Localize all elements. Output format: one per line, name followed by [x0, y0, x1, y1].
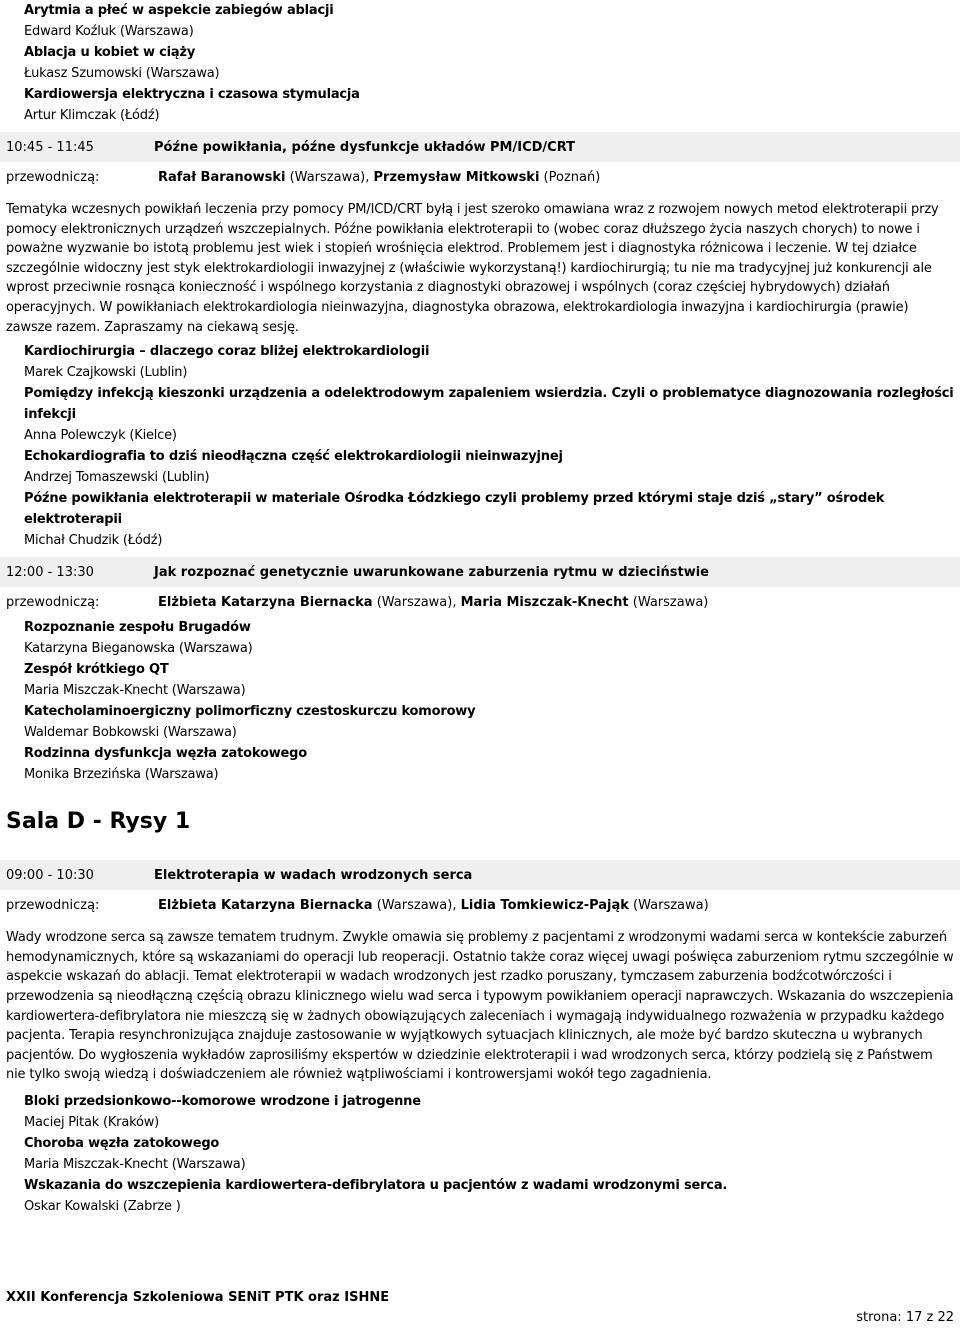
session-header — [0, 557, 960, 587]
talk-title: Choroba węzła zatokowego — [24, 1135, 220, 1151]
chair-name: Maria Miszczak-Knecht — [460, 594, 629, 610]
talk-author: Oskar Kowalski (Zabrze ) — [24, 1198, 181, 1214]
session-time: 09:00 - 10:30 — [6, 867, 94, 883]
talk-author: Waldemar Bobkowski (Warszawa) — [24, 725, 237, 741]
talk-author: Monika Brzezińska (Warszawa) — [24, 767, 219, 783]
chair-name: Elżbieta Katarzyna Biernacka — [158, 897, 373, 913]
session-description: Tematyka wczesnych powikłań leczenia przy pomocy PM/ICD/CRT byłą i jest szeroko omawiana wraz z rozwojem nowych metod elektroterapii przy pomocy elektronicznych urządzeń wszczepialnych. Późne powikłania elektroterapii to (wobec coraz dłuższego życia naszych chorych) to nowe i poważne wyzwanie bo istotą problemu jest wiek i stopień wrośnięcia elektrod. Problemem jest i diagnostyka różnicowa i leczenie. W tej działce szczególnie widoczny jest styk elektrokardiologii inwazyjnej z (właściwie wykorzystaną!) kardiochirurgią; tu nie ma tradycyjnej już konkurencji ale wprost przeciwnie rosnąca konieczność i wspólnego korzystania z diagnostyki obrazowej i wspólnych (coraz częściej hybrydowych) działań operacyjnych. W powikłaniach elektrokardiologia nieinwazyjna, diagnostyka obrazowa, elektrokardiologia inwazyjna i kardiochirurgia (prawie) zawsze razem. Zapraszamy na ciekawą sesję. — [6, 202, 939, 335]
session-time: 12:00 - 13:30 — [6, 564, 94, 580]
chair-name: Lidia Tomkiewicz-Pająk — [460, 897, 629, 913]
talk-title: Ablacja u kobiet w ciąży — [24, 45, 196, 60]
talk-title: Bloki przedsionkowo--komorowe wrodzone i jatrogenne — [24, 1093, 421, 1109]
talk-title: Rozpoznanie zespołu Brugadów — [24, 620, 251, 636]
chair-city: (Warszawa) — [628, 897, 709, 913]
talk-title: Kardiowersja elektryczna i czasowa stymulacja — [24, 87, 360, 102]
talk-author: Andrzej Tomaszewski (Lublin) — [24, 470, 210, 486]
talk-author: Edward Koźluk (Warszawa) — [24, 24, 194, 39]
page-number: strona: 17 z 22 — [856, 1310, 954, 1325]
talk-title: Katecholaminoergiczny polimorficzny czestoskurczu komorowy — [24, 704, 476, 720]
talk-author: Anna Polewczyk (Kielce) — [24, 428, 177, 444]
talk-author: Maria Miszczak-Knecht (Warszawa) — [24, 1156, 246, 1172]
talk-author: Artur Klimczak (Łódź) — [24, 108, 160, 123]
talk-author: Katarzyna Bieganowska (Warszawa) — [24, 641, 253, 657]
chair-city: (Warszawa), — [285, 169, 374, 185]
talk-author: Łukasz Szumowski (Warszawa) — [24, 66, 220, 81]
session-chairs — [0, 587, 960, 617]
top-talk-list — [0, 0, 960, 126]
hall-title: Sala D - Rysy 1 — [6, 809, 191, 835]
chair-city: (Warszawa), — [372, 897, 461, 913]
session-header — [0, 860, 960, 890]
talk-title: Pomiędzy infekcją kieszonki urządzenia a odelektrodowym zapaleniem wsierdzia. Czyli o problematyce diagnozowania rozległości infekcji — [24, 386, 954, 423]
talk-author: Marek Czajkowski (Lublin) — [24, 365, 188, 381]
chair-name: Elżbieta Katarzyna Biernacka — [158, 594, 373, 610]
talk-author: Maciej Pitak (Kraków) — [24, 1114, 160, 1130]
talk-title: Echokardiografia to dziś nieodłączna część elektrokardiologii nieinwazyjnej — [24, 449, 563, 465]
talk-title: Kardiochirurgia – dlaczego coraz bliżej elektrokardiologii — [24, 344, 430, 360]
session-title: Późne powikłania, późne dysfunkcje układów PM/ICD/CRT — [154, 139, 575, 155]
talk-list — [0, 1091, 960, 1217]
page-footer — [6, 1290, 954, 1325]
chair-city: (Warszawa), — [372, 594, 461, 610]
chairs-label: przewodniczą: — [6, 169, 100, 185]
talk-title: Arytmia a płeć w aspekcie zabiegów ablacji — [24, 3, 334, 18]
talk-title: Późne powikłania elektroterapii w materiale Ośrodka Łódzkiego czyli problemy przed którymi staje dziś „stary” ośrodek elektroterapii — [24, 491, 885, 528]
talk-author: Maria Miszczak-Knecht (Warszawa) — [24, 683, 246, 699]
chair-city: (Warszawa) — [628, 594, 709, 610]
talk-title: Rodzinna dysfunkcja węzła zatokowego — [24, 746, 307, 762]
session-time: 10:45 - 11:45 — [6, 139, 94, 155]
talk-title: Zespół krótkiego QT — [24, 662, 169, 678]
conference-name: XXII Konferencja Szkoleniowa SENiT PTK oraz ISHNE — [6, 1290, 390, 1305]
session-description: Wady wrodzone serca są zawsze tematem trudnym. Zwykle omawia się problemy z pacjentami z wrodzonymi wadami serca w kontekście zaburzeń hemodynamicznych, które są wskazaniami do operacji lub reoperacji. Ostatnio także coraz więcej uwagi poświęca zaburzeniom rytmu szczególnie w aspekcie wskazań do ablacji. Temat elektroterapii w wadach wrodzonych jest rzadko poruszany, tymczasem zaburzenia bodźcotwórczości i przewodzenia są nieodłączną częścią obrazu klinicznego wielu wad serca i typowym powikłaniem operacji naprawczych. Wskazania do wszczepienia kardiowertera-defibrylatora nie mieszczą się w żadnych obowiązujących zaleceniach i wymagają indywidualnego rozważenia w przypadku każdego pacjenta. Terapia resynchronizująca znajduje zastosowanie w wyjątkowych sytuacjach klinicznych, ale może być bardzo skuteczna u wybranych pacjentów. Do wygłoszenia wykładów zaprosiliśmy ekspertów w dziedzinie elektroterapii i wad wrodzonych serca, którzy podzielą się z Państwem nie tylko swoją wiedzą i doświadczeniem ale również wątpliwościami i kontrowersjami wokół tego zagadnienia. — [6, 930, 954, 1083]
chairs-label: przewodniczą: — [6, 897, 100, 913]
talk-list — [0, 617, 960, 785]
chair-name: Rafał Baranowski — [158, 169, 286, 185]
session-title: Jak rozpoznać genetycznie uwarunkowane zaburzenia rytmu w dzieciństwie — [154, 564, 709, 580]
talk-author: Michał Chudzik (Łódź) — [24, 533, 163, 549]
session-header — [0, 132, 960, 162]
session-chairs — [0, 890, 960, 920]
talk-title: Wskazania do wszczepienia kardiowertera-defibrylatora u pacjentów z wadami wrodzonymi serca. — [24, 1177, 728, 1193]
chair-name: Przemysław Mitkowski — [373, 169, 540, 185]
chair-city: (Poznań) — [539, 169, 601, 185]
session-chairs — [0, 162, 960, 192]
session-title: Elektroterapia w wadach wrodzonych serca — [154, 867, 473, 883]
chairs-label: przewodniczą: — [6, 594, 100, 610]
talk-list — [0, 341, 960, 551]
